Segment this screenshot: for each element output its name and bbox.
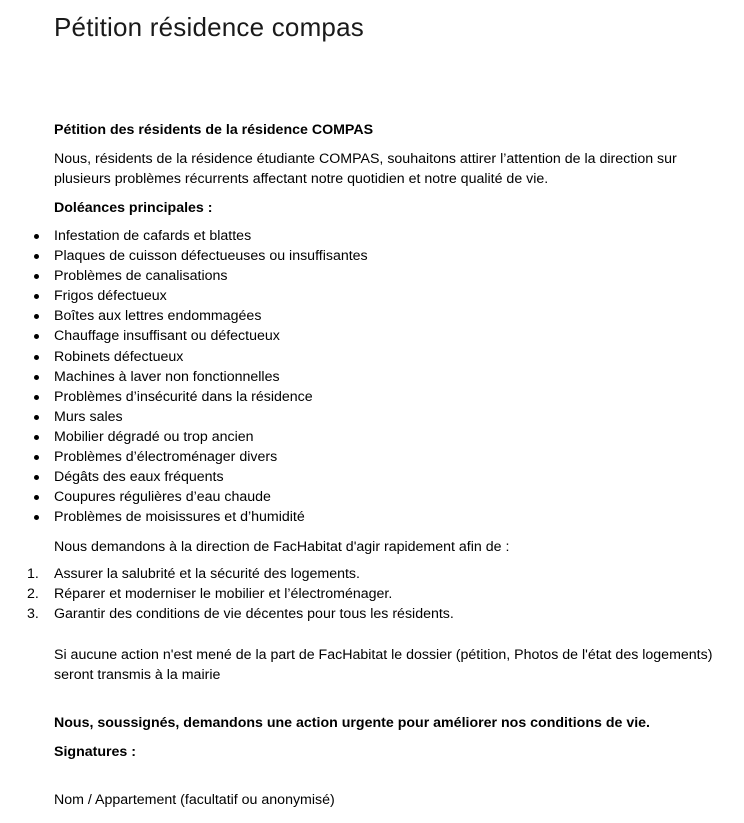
bullet-icon	[34, 375, 39, 380]
bullet-icon	[34, 254, 39, 259]
bullet-icon	[34, 455, 39, 460]
grievance-item	[0, 306, 368, 326]
grievance-item	[0, 507, 368, 527]
bullet-icon	[34, 274, 39, 279]
grievance-text: Dégâts des eaux fréquents	[54, 469, 224, 486]
demand-number: 1.	[27, 566, 39, 582]
grievance-item	[0, 226, 368, 246]
signatures-label: Signatures :	[54, 744, 136, 760]
demand-item	[0, 584, 454, 604]
grievance-text: Boîtes aux lettres endommagées	[54, 308, 262, 325]
grievance-text: Murs sales	[54, 408, 123, 425]
grievance-item	[0, 447, 368, 467]
grievances-heading: Doléances principales :	[54, 200, 213, 216]
grievance-text: Problèmes d’électroménager divers	[54, 449, 278, 466]
grievance-text: Plaques de cuisson défectueuses ou insuffisantes	[54, 248, 368, 265]
document-title: Pétition résidence compas	[54, 12, 364, 42]
grievance-text: Machines à laver non fonctionnelles	[54, 368, 280, 385]
grievance-text: Coupures régulières d’eau chaude	[54, 489, 271, 506]
grievance-text: Problèmes de moisissures et d’humidité	[54, 509, 305, 526]
warning-paragraph: Si aucune action n'est mené de la part de FacHabitat le dossier (pétition, Photos de l'état des logements) seront transmis à la mairie	[54, 647, 713, 683]
bullet-icon	[34, 234, 39, 239]
signature-column-label: Nom / Appartement (facultatif ou anonymisé)	[54, 792, 335, 808]
bullet-icon	[34, 415, 39, 420]
bullet-icon	[34, 314, 39, 319]
demand-number: 3.	[27, 606, 39, 623]
demand-text: Réparer et moderniser le mobilier et l’électroménager.	[54, 586, 393, 603]
grievance-item	[0, 367, 368, 387]
intro-paragraph: Nous, résidents de la résidence étudiante COMPAS, souhaitons attirer l’attention de la direction sur plusieurs problèmes récurrents affectant notre quotidien et notre qualité de vie.	[54, 151, 677, 187]
grievance-text: Infestation de cafards et blattes	[54, 228, 252, 244]
demand-intro: Nous demandons à la direction de FacHabitat d'agir rapidement afin de :	[54, 539, 510, 555]
grievance-text: Mobilier dégradé ou trop ancien	[54, 428, 254, 445]
bullet-icon	[34, 355, 39, 360]
bullet-icon	[34, 334, 39, 339]
petition-heading: Pétition des résidents de la résidence COMPAS	[54, 122, 374, 138]
bullet-icon	[34, 435, 39, 440]
demand-item	[0, 564, 454, 584]
grievance-item	[0, 467, 368, 487]
bullet-icon	[34, 475, 39, 480]
demand-text: Garantir des conditions de vie décentes pour tous les résidents.	[54, 606, 454, 623]
closing-statement: Nous, soussignés, demandons une action urgente pour améliorer nos conditions de vie.	[54, 715, 650, 731]
grievance-item	[0, 387, 368, 407]
grievance-item	[0, 487, 368, 507]
grievance-text: Frigos défectueux	[54, 288, 167, 305]
grievance-item	[0, 427, 368, 447]
grievance-item	[0, 347, 368, 367]
bullet-icon	[34, 495, 39, 500]
grievance-text: Chauffage insuffisant ou défectueux	[54, 328, 280, 345]
grievance-text: Problèmes de canalisations	[54, 268, 228, 285]
bullet-icon	[34, 395, 39, 400]
demand-number: 2.	[27, 586, 39, 603]
grievance-item	[0, 266, 368, 286]
grievance-item	[0, 246, 368, 266]
demands-list	[0, 564, 454, 624]
demand-text: Assurer la salubrité et la sécurité des logements.	[54, 566, 360, 582]
grievance-text: Robinets défectueux	[54, 348, 184, 365]
grievance-item	[0, 407, 368, 427]
grievances-list	[0, 226, 368, 527]
grievance-item	[0, 326, 368, 346]
grievance-item	[0, 286, 368, 306]
demand-item	[0, 604, 454, 624]
grievance-text: Problèmes d’insécurité dans la résidence	[54, 388, 313, 405]
bullet-icon	[34, 294, 39, 299]
bullet-icon	[34, 515, 39, 520]
